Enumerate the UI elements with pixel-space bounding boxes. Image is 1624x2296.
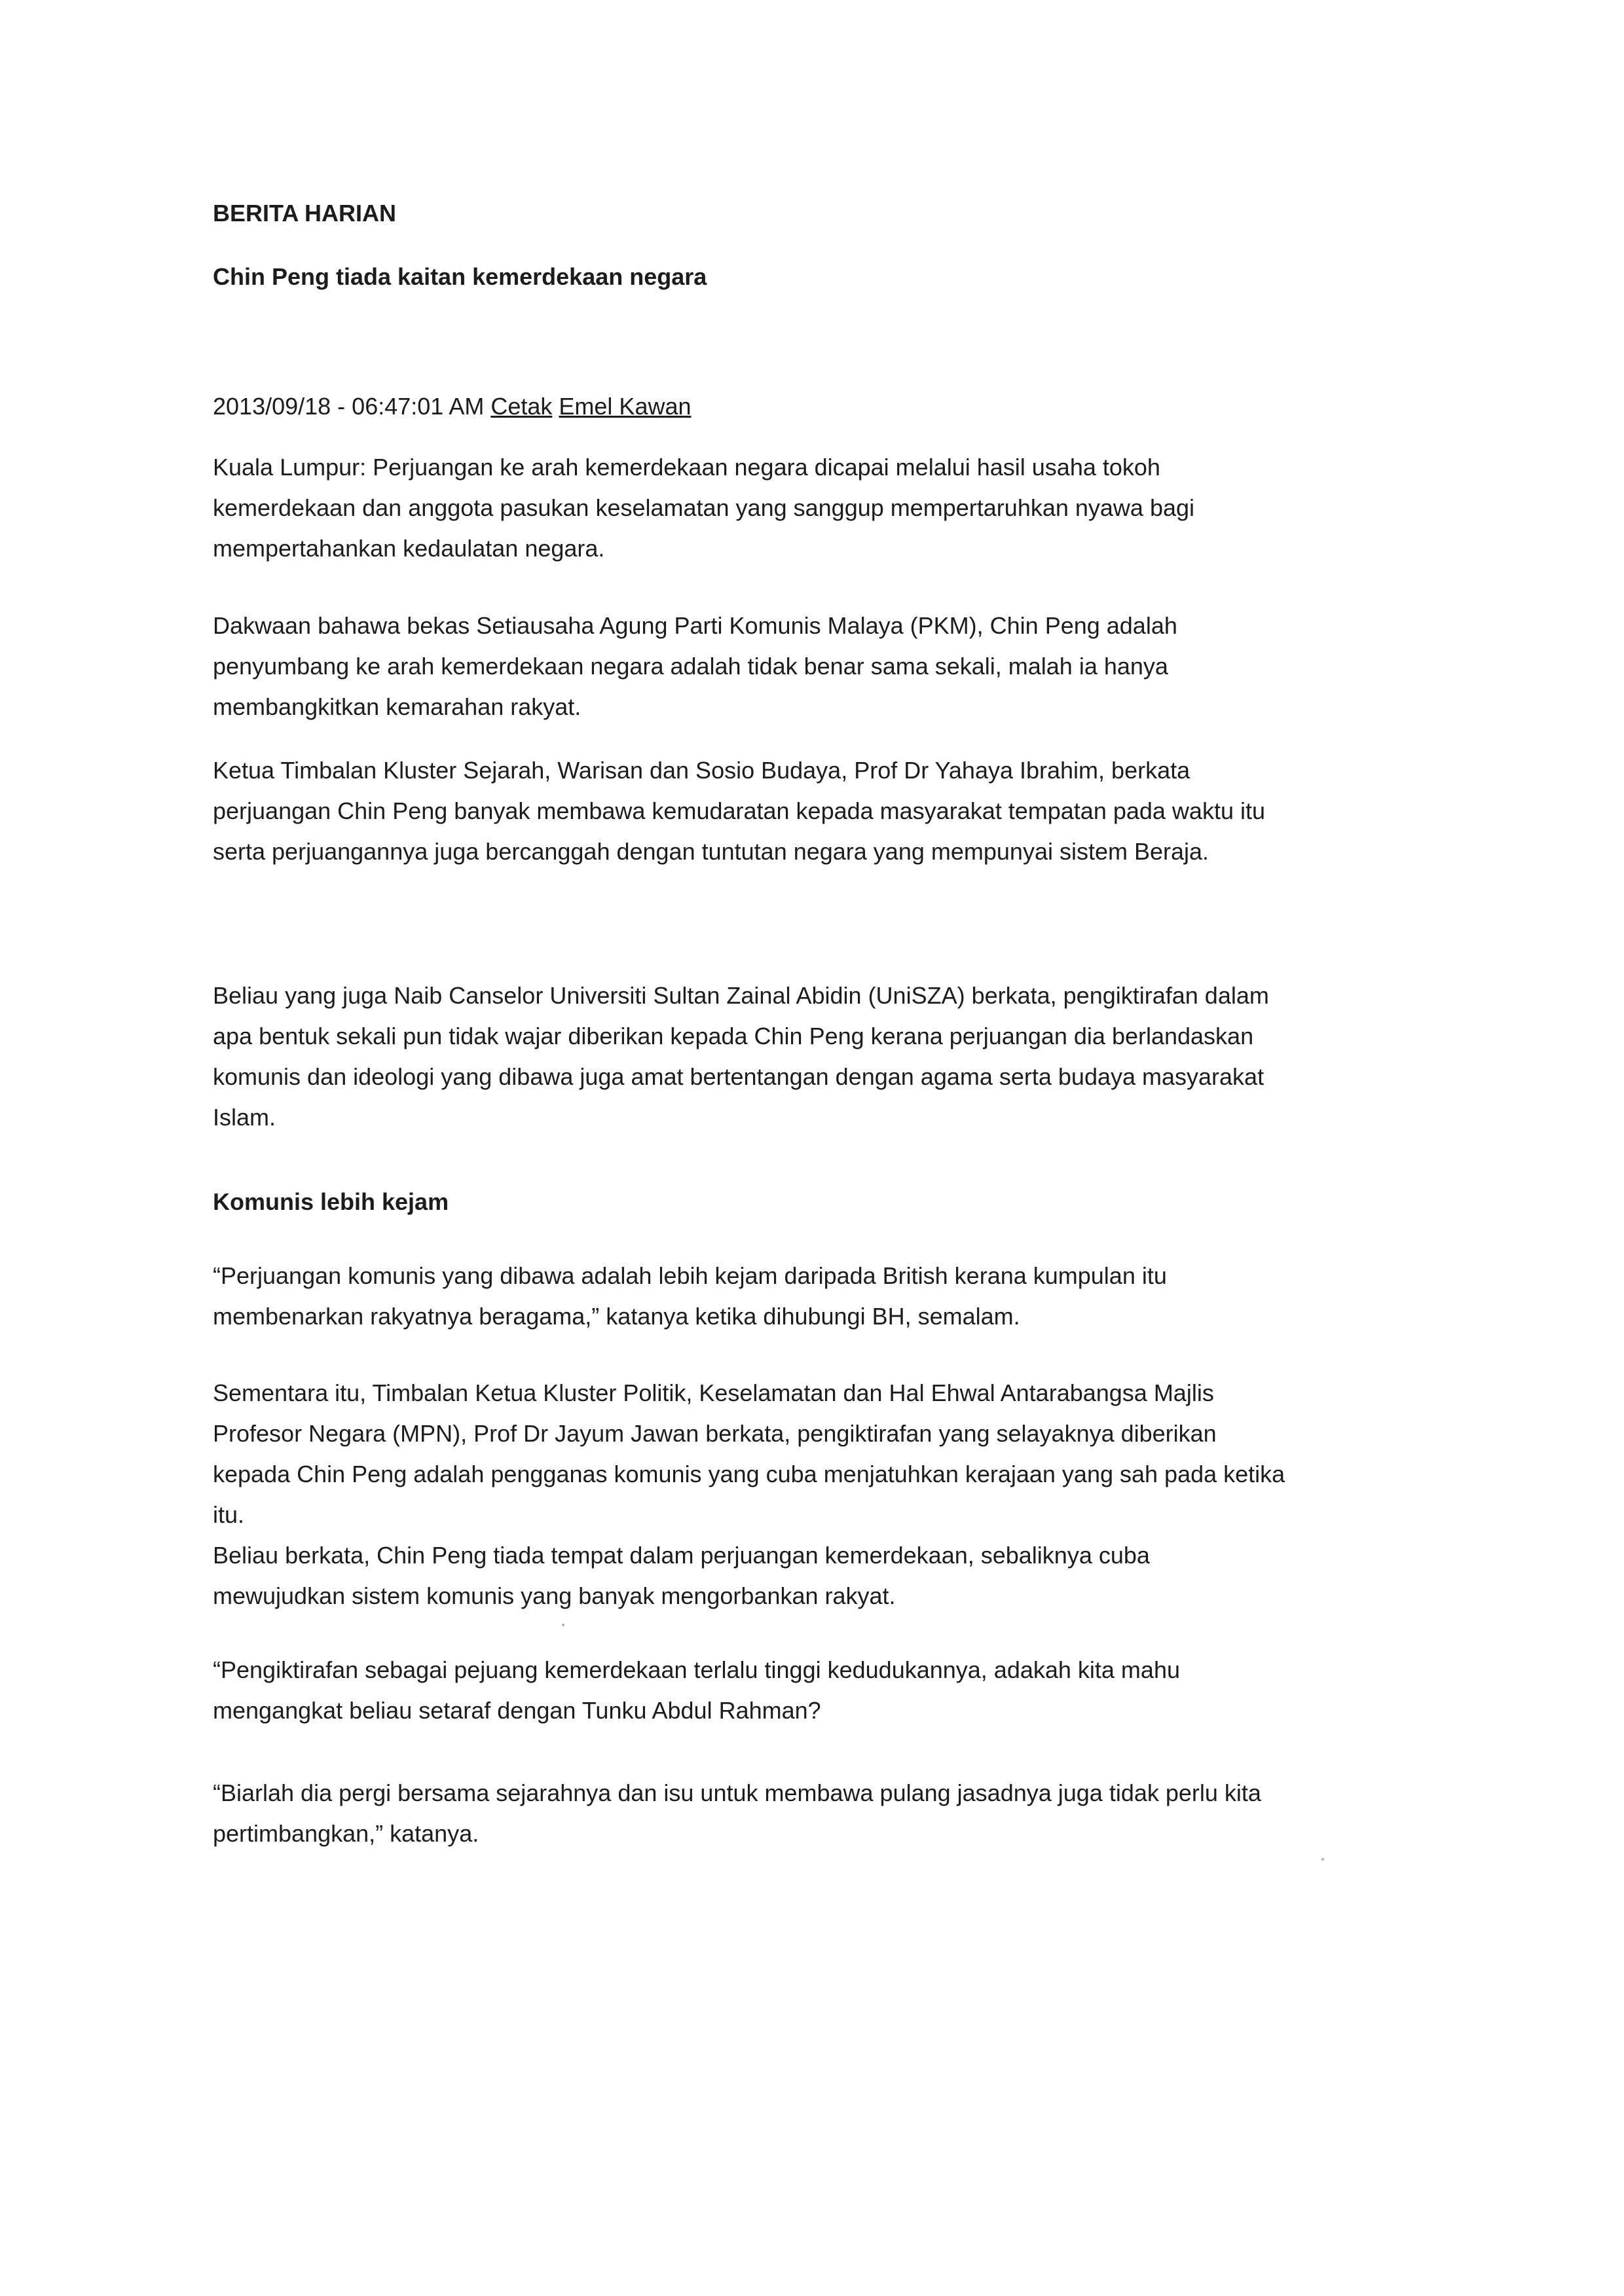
paragraph: “Pengiktirafan sebagai pejuang kemerdekaan terlalu tinggi kedudukannya, adakah kita mahu mengangkat beliau setaraf dengan Tunku Abdul Rahman? — [213, 1656, 1180, 1724]
scan-speck — [562, 1624, 564, 1626]
headline: Chin Peng tiada kaitan kemerdekaan negara — [213, 263, 707, 290]
subheading: Komunis lebih kejam — [213, 1188, 449, 1215]
paragraph: Dakwaan bahawa bekas Setiausaha Agung Parti Komunis Malaya (PKM), Chin Peng adalah penyumbang ke arah kemerdekaan negara adalah tidak benar sama sekali, malah ia hanya membangkitkan kemarahan rakyat. — [213, 612, 1177, 720]
paragraph: Kuala Lumpur: Perjuangan ke arah kemerdekaan negara dicapai melalui hasil usaha tokoh kemerdekaan dan anggota pasukan keselamatan yang sanggup mempertaruhkan nyawa bagi mempertahankan kedaulatan negara. — [213, 454, 1195, 562]
paragraph: Beliau yang juga Naib Canselor Universiti Sultan Zainal Abidin (UniSZA) berkata, pengiktirafan dalam apa bentuk sekali pun tidak wajar diberikan kepada Chin Peng kerana perjuangan dia berlandaskan komunis dan ideologi yang dibawa juga amat bertentangan dengan agama serta budaya masyarakat Islam. — [213, 982, 1269, 1131]
scan-speck — [1321, 1858, 1324, 1861]
paragraph: “Biarlah dia pergi bersama sejarahnya dan isu untuk membawa pulang jasadnya juga tidak perlu kita pertimbangkan,” katanya. — [213, 1779, 1261, 1847]
paragraph: Ketua Timbalan Kluster Sejarah, Warisan dan Sosio Budaya, Prof Dr Yahaya Ibrahim, berkata perjuangan Chin Peng banyak membawa kemudaratan kepada masyarakat tempatan pada waktu itu serta perjuangannya juga bercanggah dengan tuntutan negara yang mempunyai sistem Beraja. — [213, 757, 1265, 865]
email-friend-link[interactable]: Emel Kawan — [559, 393, 692, 420]
article-meta — [213, 386, 1392, 427]
paragraph: Sementara itu, Timbalan Ketua Kluster Politik, Keselamatan dan Hal Ehwal Antarabangsa Majlis Profesor Negara (MPN), Prof Dr Jayum Jawan berkata, pengiktirafan yang selayaknya diberikan kepada Chin Peng adalah pengganas komunis yang cuba menjatuhkan kerajaan yang sah pada ketika itu. Beliau berkata, Chin Peng tiada tempat dalam perjuangan kemerdekaan, sebaliknya cuba mewujudkan sistem komunis yang banyak mengorbankan rakyat. — [213, 1379, 1285, 1609]
paragraph: “Perjuangan komunis yang dibawa adalah lebih kejam daripada British kerana kumpulan itu membenarkan rakyatnya beragama,” katanya ketika dihubungi BH, semalam. — [213, 1262, 1167, 1330]
print-link[interactable]: Cetak — [490, 393, 553, 420]
publication-name: BERITA HARIAN — [213, 200, 396, 227]
publish-datetime: 2013/09/18 - 06:47:01 AM — [213, 393, 485, 420]
